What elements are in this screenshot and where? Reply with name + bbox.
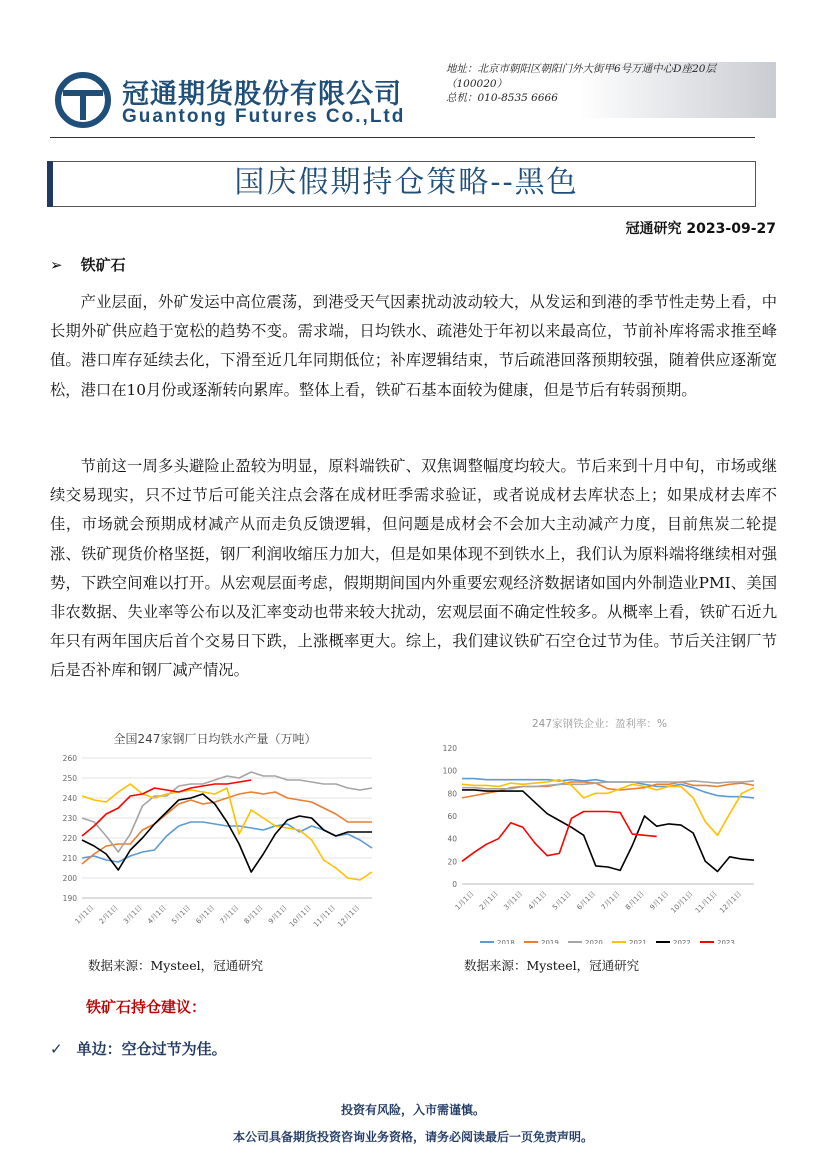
legend-label-2021: 2021 bbox=[629, 939, 647, 944]
paragraph-2: 节前这一周多头避险止盈较为明显，原料端铁矿、双焦调整幅度均较大。节后来到十月中旬，市场或继续交易现实，只不过节后可能关注点会落在成材旺季需求验证，或者说成材去库状态上；如果成材去库不佳，市场就会预期成材减产从而走负反馈逻辑，但问题是成材会不会加大主动减产力度，目前焦炭二轮提涨、铁矿现货价格坚挺，钢厂利润收缩压力加大，但是如果体现不到铁水上，我们认为原料端将继续相对强势，下跌空间难以打开。从宏观层面考虑，假期期间国内外重要宏观经济数据诸如国内外制造业PMI、美国非农数据、失业率等公布以及汇率变动也带来较大扰动，宏观层面不确定性较多。从概率上看，铁矿石近九年只有两年国庆后首个交易日下跌，上涨概率更大。综上，我们建议铁矿石空仓过节为佳。节后关注钢厂节后是否补库和钢厂减产情况。 bbox=[50, 457, 777, 680]
legend-label-2022: 2022 bbox=[673, 939, 691, 944]
x-tick-label: 11月1日 bbox=[312, 903, 338, 929]
header-divider bbox=[50, 137, 755, 138]
company-logo bbox=[55, 72, 111, 128]
address-line2: （100020） bbox=[446, 77, 508, 90]
x-tick-label: 3月1日 bbox=[121, 903, 144, 926]
chart-title: 全国247家钢厂日均铁水产量（万吨） bbox=[113, 732, 317, 746]
y-tick-label: 20 bbox=[447, 857, 457, 867]
y-tick-label: 100 bbox=[442, 766, 457, 776]
x-tick-label: 10月1日 bbox=[287, 903, 313, 929]
source-left: 数据来源：Mysteel，冠通研究 bbox=[88, 958, 264, 973]
phone-line: 总机：010-8535 6666 bbox=[446, 92, 558, 104]
x-tick-label: 2月1日 bbox=[478, 889, 500, 912]
chart-steel-profit-rate bbox=[432, 712, 772, 944]
series-line-2022 bbox=[82, 794, 372, 872]
x-tick-label: 12月1日 bbox=[718, 889, 744, 915]
x-tick-label: 8月1日 bbox=[624, 889, 646, 912]
section-title: 铁矿石 bbox=[80, 256, 126, 274]
x-tick-label: 2月1日 bbox=[97, 903, 120, 926]
advice-text: 单边：空仓过节为佳。 bbox=[76, 1040, 227, 1058]
contact-info bbox=[446, 62, 776, 118]
advice-heading: 铁矿石持仓建议： bbox=[86, 998, 207, 1016]
x-tick-label: 12月1日 bbox=[336, 903, 362, 929]
x-tick-label: 6月1日 bbox=[575, 889, 598, 912]
series-line-2019 bbox=[82, 792, 372, 864]
x-tick-label: 10月1日 bbox=[669, 889, 695, 915]
x-tick-label: 5月1日 bbox=[170, 903, 193, 926]
x-tick-label: 4月1日 bbox=[146, 903, 168, 926]
x-tick-label: 9月1日 bbox=[648, 889, 671, 912]
series-line-2022 bbox=[462, 790, 754, 872]
section-heading bbox=[50, 254, 126, 275]
y-tick-label: 230 bbox=[62, 814, 77, 823]
legend-label-2019: 2019 bbox=[541, 939, 559, 944]
company-name-cn: 冠通期货股份有限公司 bbox=[122, 79, 402, 110]
risk-warning: 投资有风险，入市需谨慎。 bbox=[340, 1103, 485, 1117]
x-tick-label: 8月1日 bbox=[242, 903, 265, 926]
x-tick-label: 1月1日 bbox=[453, 889, 476, 912]
byline: 冠通研究 2023-09-27 bbox=[625, 221, 776, 237]
y-tick-label: 260 bbox=[62, 754, 77, 763]
company-name-en: Guantong Futures Co.,Ltd bbox=[122, 106, 406, 127]
x-tick-label: 1月1日 bbox=[73, 903, 96, 926]
y-tick-label: 80 bbox=[447, 789, 457, 799]
page-title: 国庆假期持仓策略--黑色 bbox=[234, 165, 579, 200]
y-tick-label: 60 bbox=[447, 812, 457, 821]
legend-label-2020: 2020 bbox=[585, 939, 603, 944]
x-tick-label: 6月1日 bbox=[194, 903, 217, 926]
y-tick-label: 190 bbox=[62, 894, 77, 903]
y-tick-label: 220 bbox=[62, 834, 77, 843]
x-tick-label: 3月1日 bbox=[502, 889, 525, 912]
x-tick-label: 11月1日 bbox=[693, 889, 719, 915]
legend-label-2023: 2023 bbox=[717, 939, 735, 944]
y-tick-label: 240 bbox=[62, 794, 77, 803]
y-tick-label: 120 bbox=[442, 744, 457, 753]
chart-hot-metal-output bbox=[50, 722, 380, 944]
address-line1: 地址：北京市朝阳区朝阳门外大街甲6号万通中心D座20层 bbox=[446, 63, 716, 75]
x-tick-label: 7月1日 bbox=[599, 889, 622, 912]
y-tick-label: 200 bbox=[62, 874, 77, 883]
check-icon: ✓ bbox=[50, 1040, 63, 1058]
y-tick-label: 40 bbox=[447, 834, 457, 844]
arrow-icon: ➢ bbox=[50, 256, 63, 274]
y-tick-label: 0 bbox=[452, 880, 457, 889]
y-tick-label: 250 bbox=[62, 774, 77, 783]
x-tick-label: 5月1日 bbox=[551, 889, 573, 912]
legend-label-2018: 2018 bbox=[497, 939, 515, 944]
x-tick-label: 7月1日 bbox=[218, 903, 241, 926]
source-right: 数据来源：Mysteel，冠通研究 bbox=[464, 958, 640, 973]
advice-item bbox=[50, 1038, 227, 1059]
paragraph-1: 产业层面，外矿发运中高位震荡，到港受天气因素扰动波动较大，从发运和到港的季节性走势上看，中长期外矿供应趋于宽松的趋势不变。需求端，日均铁水、疏港处于年初以来最高位，节前补库将需求推至峰值。港口库存延续去化，下滑至近几年同期低位；补库逻辑结束，节后疏港回落预期较强，随着供应逐渐宽松，港口在10月份或逐渐转向累库。整体上看，铁矿石基本面较为健康，但是节后有转弱预期。 bbox=[50, 293, 777, 399]
disclaimer-note: 本公司具备期货投资咨询业务资格，请务必阅读最后一页免责声明。 bbox=[232, 1130, 593, 1144]
y-tick-label: 210 bbox=[62, 854, 77, 863]
chart-title: 247家钢铁企业：盈利率：% bbox=[532, 718, 668, 730]
x-tick-label: 9月1日 bbox=[266, 903, 289, 926]
x-tick-label: 4月1日 bbox=[526, 889, 549, 912]
